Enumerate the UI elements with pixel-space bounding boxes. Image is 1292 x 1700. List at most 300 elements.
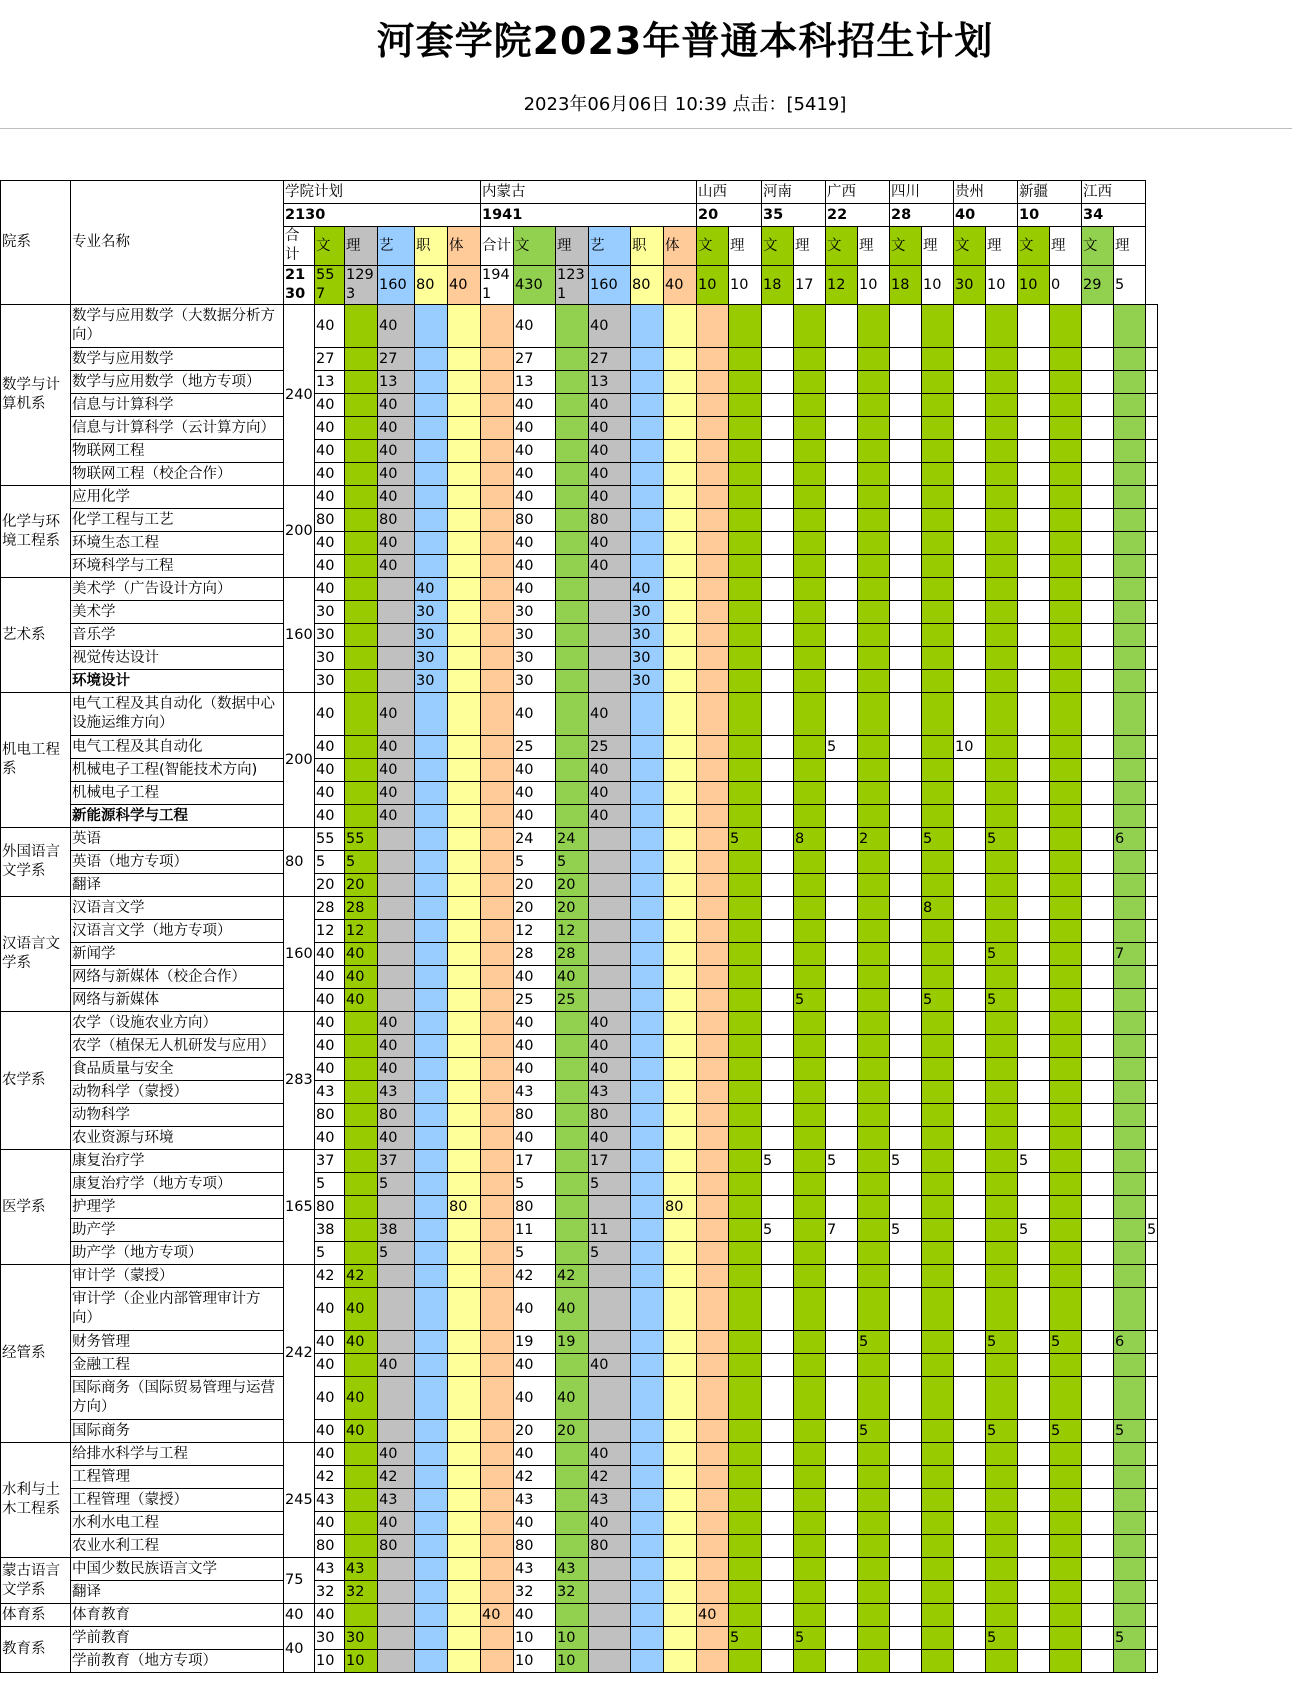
quota-cell: 40: [315, 805, 345, 828]
quota-cell: [631, 1219, 664, 1242]
quota-cell: [826, 601, 858, 624]
quota-cell: [1146, 305, 1158, 348]
quota-cell: [729, 486, 762, 509]
quota-cell: 32: [315, 1581, 345, 1604]
quota-cell: [481, 1150, 514, 1173]
quota-cell: [448, 1377, 481, 1420]
quota-cell: [1114, 624, 1146, 647]
quota-cell: 5: [315, 1173, 345, 1196]
quota-cell: [922, 1420, 954, 1443]
quota-cell: [954, 851, 986, 874]
quota-cell: 40: [315, 1420, 345, 1443]
quota-cell: [826, 805, 858, 828]
quota-cell: [631, 736, 664, 759]
quota-cell: [1018, 736, 1050, 759]
quota-cell: [697, 966, 729, 989]
quota-cell: 40: [315, 440, 345, 463]
quota-cell: [481, 828, 514, 851]
quota-cell: [890, 1354, 922, 1377]
quota-cell: [345, 1535, 378, 1558]
quota-cell: [1082, 1627, 1114, 1650]
table-row: [1, 1288, 1158, 1331]
table-row: [1, 1535, 1158, 1558]
quota-cell: 25: [589, 736, 631, 759]
quota-cell: [1082, 1535, 1114, 1558]
quota-cell: [415, 1558, 448, 1581]
quota-cell: [729, 647, 762, 670]
quota-cell: [858, 463, 890, 486]
quota-cell: [697, 305, 729, 348]
quota-cell: 40: [315, 486, 345, 509]
quota-cell: [1146, 555, 1158, 578]
quota-cell: 40: [315, 305, 345, 348]
quota-cell: [1114, 1535, 1146, 1558]
quota-cell: [762, 1558, 794, 1581]
quota-cell: 40: [514, 394, 556, 417]
header-region: 江西: [1082, 181, 1146, 204]
quota-cell: 40: [378, 1012, 415, 1035]
quota-cell: 42: [345, 1265, 378, 1288]
quota-cell: [826, 305, 858, 348]
quota-cell: [481, 1466, 514, 1489]
quota-cell: [697, 943, 729, 966]
quota-cell: [1146, 1288, 1158, 1331]
quota-cell: 40: [589, 555, 631, 578]
dept-name: 数学与计算机系: [1, 305, 71, 486]
quota-cell: [697, 348, 729, 371]
quota-cell: 20: [514, 874, 556, 897]
quota-cell: [1018, 1104, 1050, 1127]
quota-cell: [729, 1354, 762, 1377]
quota-cell: [697, 1331, 729, 1354]
quota-cell: [858, 1035, 890, 1058]
quota-cell: [1050, 1558, 1082, 1581]
quota-cell: [697, 920, 729, 943]
quota-cell: 20: [556, 1420, 589, 1443]
quota-cell: [794, 1420, 826, 1443]
quota-cell: [697, 1035, 729, 1058]
quota-cell: [794, 759, 826, 782]
quota-cell: [556, 1466, 589, 1489]
quota-cell: 40: [589, 486, 631, 509]
quota-cell: [448, 1242, 481, 1265]
quota-cell: [448, 1127, 481, 1150]
quota-cell: [448, 1627, 481, 1650]
quota-cell: [1146, 897, 1158, 920]
quota-cell: [1050, 1443, 1082, 1466]
quota-cell: 5: [378, 1173, 415, 1196]
quota-cell: [729, 1558, 762, 1581]
quota-cell: [794, 897, 826, 920]
quota-cell: [954, 1466, 986, 1489]
quota-cell: [664, 897, 697, 920]
quota-cell: [762, 805, 794, 828]
quota-cell: 43: [556, 1558, 589, 1581]
quota-cell: [1146, 920, 1158, 943]
quota-cell: [1050, 1012, 1082, 1035]
quota-cell: [664, 851, 697, 874]
quota-cell: [954, 1150, 986, 1173]
quota-cell: [794, 647, 826, 670]
quota-cell: [1050, 486, 1082, 509]
quota-cell: [448, 394, 481, 417]
quota-cell: [415, 509, 448, 532]
quota-cell: [986, 647, 1018, 670]
header-category: 文: [954, 227, 986, 266]
quota-cell: [890, 647, 922, 670]
quota-cell: [986, 736, 1018, 759]
quota-cell: [890, 624, 922, 647]
quota-cell: [664, 1265, 697, 1288]
quota-cell: 40: [315, 1331, 345, 1354]
quota-cell: [1018, 670, 1050, 693]
quota-cell: [1018, 1354, 1050, 1377]
quota-cell: [794, 1058, 826, 1081]
quota-cell: [378, 1377, 415, 1420]
major-name: 物联网工程: [71, 440, 284, 463]
quota-cell: [858, 1627, 890, 1650]
quota-cell: [794, 1288, 826, 1331]
quota-cell: [631, 440, 664, 463]
quota-cell: 40: [315, 578, 345, 601]
quota-cell: [378, 943, 415, 966]
quota-cell: 32: [556, 1581, 589, 1604]
header-category: 职: [415, 227, 448, 266]
quota-cell: [448, 1104, 481, 1127]
quota-cell: [1146, 509, 1158, 532]
quota-cell: [729, 1581, 762, 1604]
quota-cell: 40: [315, 1288, 345, 1331]
quota-cell: [794, 920, 826, 943]
quota-cell: [1082, 920, 1114, 943]
quota-cell: [1114, 1512, 1146, 1535]
quota-cell: 40: [514, 440, 556, 463]
quota-cell: [762, 1420, 794, 1443]
quota-cell: 30: [315, 647, 345, 670]
quota-cell: [345, 1443, 378, 1466]
quota-cell: 40: [589, 305, 631, 348]
quota-cell: [729, 1604, 762, 1627]
quota-cell: [697, 1535, 729, 1558]
quota-cell: [922, 1127, 954, 1150]
quota-cell: [954, 693, 986, 736]
quota-cell: [1082, 1242, 1114, 1265]
quota-cell: 40: [345, 1288, 378, 1331]
quota-cell: [890, 601, 922, 624]
dept-name: 体育系: [1, 1604, 71, 1627]
enrollment-plan-table: [0, 180, 1158, 1673]
quota-cell: [1114, 1081, 1146, 1104]
quota-cell: [1146, 736, 1158, 759]
quota-cell: [1050, 693, 1082, 736]
quota-cell: [345, 486, 378, 509]
quota-cell: 10: [514, 1650, 556, 1673]
quota-cell: [794, 1558, 826, 1581]
major-name: 工程管理（蒙授）: [71, 1489, 284, 1512]
quota-cell: 20: [556, 874, 589, 897]
table-row: [1, 1512, 1158, 1535]
quota-cell: [697, 1219, 729, 1242]
quota-cell: [1050, 1058, 1082, 1081]
quota-cell: [1146, 1265, 1158, 1288]
quota-cell: [1018, 1512, 1050, 1535]
quota-cell: [697, 1242, 729, 1265]
quota-cell: 10: [954, 736, 986, 759]
quota-cell: [481, 759, 514, 782]
quota-cell: [1018, 624, 1050, 647]
quota-cell: [794, 509, 826, 532]
table-row: [1, 348, 1158, 371]
quota-cell: [922, 851, 954, 874]
quota-cell: [664, 1012, 697, 1035]
table-row: [1, 1127, 1158, 1150]
quota-cell: [1050, 1604, 1082, 1627]
quota-cell: [794, 1489, 826, 1512]
quota-cell: [794, 1081, 826, 1104]
quota-cell: [762, 1443, 794, 1466]
quota-cell: [1114, 966, 1146, 989]
quota-cell: [794, 417, 826, 440]
quota-cell: 40: [514, 486, 556, 509]
quota-cell: [922, 966, 954, 989]
quota-cell: [481, 670, 514, 693]
quota-cell: [1146, 1331, 1158, 1354]
quota-cell: [858, 578, 890, 601]
header-region-total: 34: [1082, 204, 1146, 227]
quota-cell: [954, 440, 986, 463]
quota-cell: 30: [514, 624, 556, 647]
quota-cell: [1082, 463, 1114, 486]
quota-cell: [1050, 920, 1082, 943]
quota-cell: 5: [1146, 1219, 1158, 1242]
quota-cell: [1114, 1354, 1146, 1377]
quota-cell: [448, 943, 481, 966]
quota-cell: [986, 555, 1018, 578]
quota-cell: 40: [556, 1377, 589, 1420]
quota-cell: 40: [514, 1512, 556, 1535]
quota-cell: 17: [514, 1150, 556, 1173]
quota-cell: 30: [415, 601, 448, 624]
quota-cell: [729, 851, 762, 874]
quota-cell: 37: [315, 1150, 345, 1173]
quota-cell: [481, 1420, 514, 1443]
major-name: 电气工程及其自动化: [71, 736, 284, 759]
quota-cell: 40: [315, 759, 345, 782]
quota-cell: [697, 463, 729, 486]
header-category: 理: [794, 227, 826, 266]
quota-cell: [1050, 624, 1082, 647]
quota-cell: 40: [589, 1127, 631, 1150]
quota-cell: [1146, 1196, 1158, 1219]
quota-cell: [858, 1443, 890, 1466]
quota-cell: [762, 1012, 794, 1035]
header-count: 12: [826, 266, 858, 305]
quota-cell: 80: [664, 1196, 697, 1219]
quota-cell: [415, 486, 448, 509]
quota-cell: [986, 578, 1018, 601]
quota-cell: [858, 1265, 890, 1288]
quota-cell: [589, 1331, 631, 1354]
quota-cell: [986, 1242, 1018, 1265]
quota-cell: [556, 736, 589, 759]
quota-cell: [729, 1219, 762, 1242]
quota-cell: [954, 1127, 986, 1150]
quota-cell: [1082, 532, 1114, 555]
quota-cell: [986, 1558, 1018, 1581]
quota-cell: [664, 1127, 697, 1150]
quota-cell: [729, 920, 762, 943]
quota-cell: 42: [514, 1265, 556, 1288]
quota-cell: [1146, 578, 1158, 601]
quota-cell: [762, 1581, 794, 1604]
quota-cell: 40: [315, 417, 345, 440]
quota-cell: [448, 1650, 481, 1673]
quota-cell: [345, 1150, 378, 1173]
quota-cell: [378, 1581, 415, 1604]
quota-cell: [858, 1058, 890, 1081]
quota-cell: 5: [826, 1150, 858, 1173]
quota-cell: [697, 1443, 729, 1466]
quota-cell: [556, 1081, 589, 1104]
quota-cell: 5: [986, 989, 1018, 1012]
quota-cell: [1146, 782, 1158, 805]
dept-total: 165: [284, 1150, 315, 1265]
quota-cell: [556, 440, 589, 463]
quota-cell: [826, 1489, 858, 1512]
quota-cell: [858, 1196, 890, 1219]
quota-cell: [762, 1127, 794, 1150]
quota-cell: [1082, 897, 1114, 920]
quota-cell: [890, 1058, 922, 1081]
table-row: [1, 624, 1158, 647]
major-name: 环境科学与工程: [71, 555, 284, 578]
quota-cell: [794, 693, 826, 736]
quota-cell: [631, 966, 664, 989]
quota-cell: [481, 1650, 514, 1673]
quota-cell: [858, 920, 890, 943]
quota-cell: 20: [514, 897, 556, 920]
quota-cell: [415, 966, 448, 989]
quota-cell: [631, 463, 664, 486]
quota-cell: 42: [589, 1466, 631, 1489]
quota-cell: [481, 532, 514, 555]
quota-cell: [589, 1627, 631, 1650]
quota-cell: [794, 943, 826, 966]
quota-cell: [826, 1558, 858, 1581]
quota-cell: [664, 417, 697, 440]
quota-cell: 7: [1114, 943, 1146, 966]
header-count: 80: [415, 266, 448, 305]
quota-cell: [826, 1265, 858, 1288]
quota-cell: [729, 1035, 762, 1058]
quota-cell: [794, 1104, 826, 1127]
quota-cell: [1050, 440, 1082, 463]
quota-cell: 40: [589, 805, 631, 828]
quota-cell: 30: [631, 670, 664, 693]
quota-cell: 40: [415, 578, 448, 601]
quota-cell: [826, 1650, 858, 1673]
quota-cell: [481, 624, 514, 647]
quota-cell: [986, 1288, 1018, 1331]
dept-name: 农学系: [1, 1012, 71, 1150]
quota-cell: [631, 509, 664, 532]
quota-cell: [1082, 1331, 1114, 1354]
quota-cell: [794, 1377, 826, 1420]
quota-cell: [794, 1512, 826, 1535]
quota-cell: 40: [589, 693, 631, 736]
quota-cell: 5: [1050, 1420, 1082, 1443]
quota-cell: [922, 920, 954, 943]
quota-cell: 13: [315, 371, 345, 394]
major-name: 给排水科学与工程: [71, 1443, 284, 1466]
table-row: [1, 1104, 1158, 1127]
quota-cell: 30: [415, 670, 448, 693]
quota-cell: [556, 1173, 589, 1196]
quota-cell: [762, 463, 794, 486]
quota-cell: [697, 647, 729, 670]
quota-cell: [826, 670, 858, 693]
quota-cell: [631, 1604, 664, 1627]
quota-cell: [1114, 693, 1146, 736]
quota-cell: [1114, 1377, 1146, 1420]
quota-cell: [697, 532, 729, 555]
header-count: 160: [589, 266, 631, 305]
quota-cell: [415, 1420, 448, 1443]
quota-cell: [1114, 874, 1146, 897]
quota-cell: [1082, 693, 1114, 736]
quota-cell: [922, 1035, 954, 1058]
quota-cell: [448, 486, 481, 509]
quota-cell: [890, 394, 922, 417]
table-row: [1, 828, 1158, 851]
quota-cell: 40: [378, 440, 415, 463]
major-name: 护理学: [71, 1196, 284, 1219]
quota-cell: 40: [556, 966, 589, 989]
header-category: 职: [631, 227, 664, 266]
quota-cell: [697, 371, 729, 394]
quota-cell: [1146, 1127, 1158, 1150]
quota-cell: [1082, 1127, 1114, 1150]
quota-cell: [954, 1219, 986, 1242]
quota-cell: [1114, 601, 1146, 624]
quota-cell: [631, 874, 664, 897]
quota-cell: [1082, 1288, 1114, 1331]
quota-cell: [1082, 1489, 1114, 1512]
quota-cell: [986, 805, 1018, 828]
quota-cell: [826, 1512, 858, 1535]
quota-cell: [415, 305, 448, 348]
quota-cell: 30: [315, 601, 345, 624]
quota-cell: [826, 1420, 858, 1443]
quota-cell: [1050, 805, 1082, 828]
quota-cell: 5: [589, 1173, 631, 1196]
quota-cell: 80: [315, 1104, 345, 1127]
quota-cell: [345, 394, 378, 417]
quota-cell: [481, 736, 514, 759]
quota-cell: [858, 1150, 890, 1173]
quota-cell: [448, 782, 481, 805]
quota-cell: [664, 440, 697, 463]
quota-cell: [631, 1558, 664, 1581]
quota-cell: [954, 943, 986, 966]
header-category: 合计: [284, 227, 315, 266]
quota-cell: [1018, 1466, 1050, 1489]
quota-cell: [631, 897, 664, 920]
quota-cell: [954, 1012, 986, 1035]
quota-cell: [890, 1604, 922, 1627]
dept-name: 汉语言文学系: [1, 897, 71, 1012]
quota-cell: [481, 943, 514, 966]
